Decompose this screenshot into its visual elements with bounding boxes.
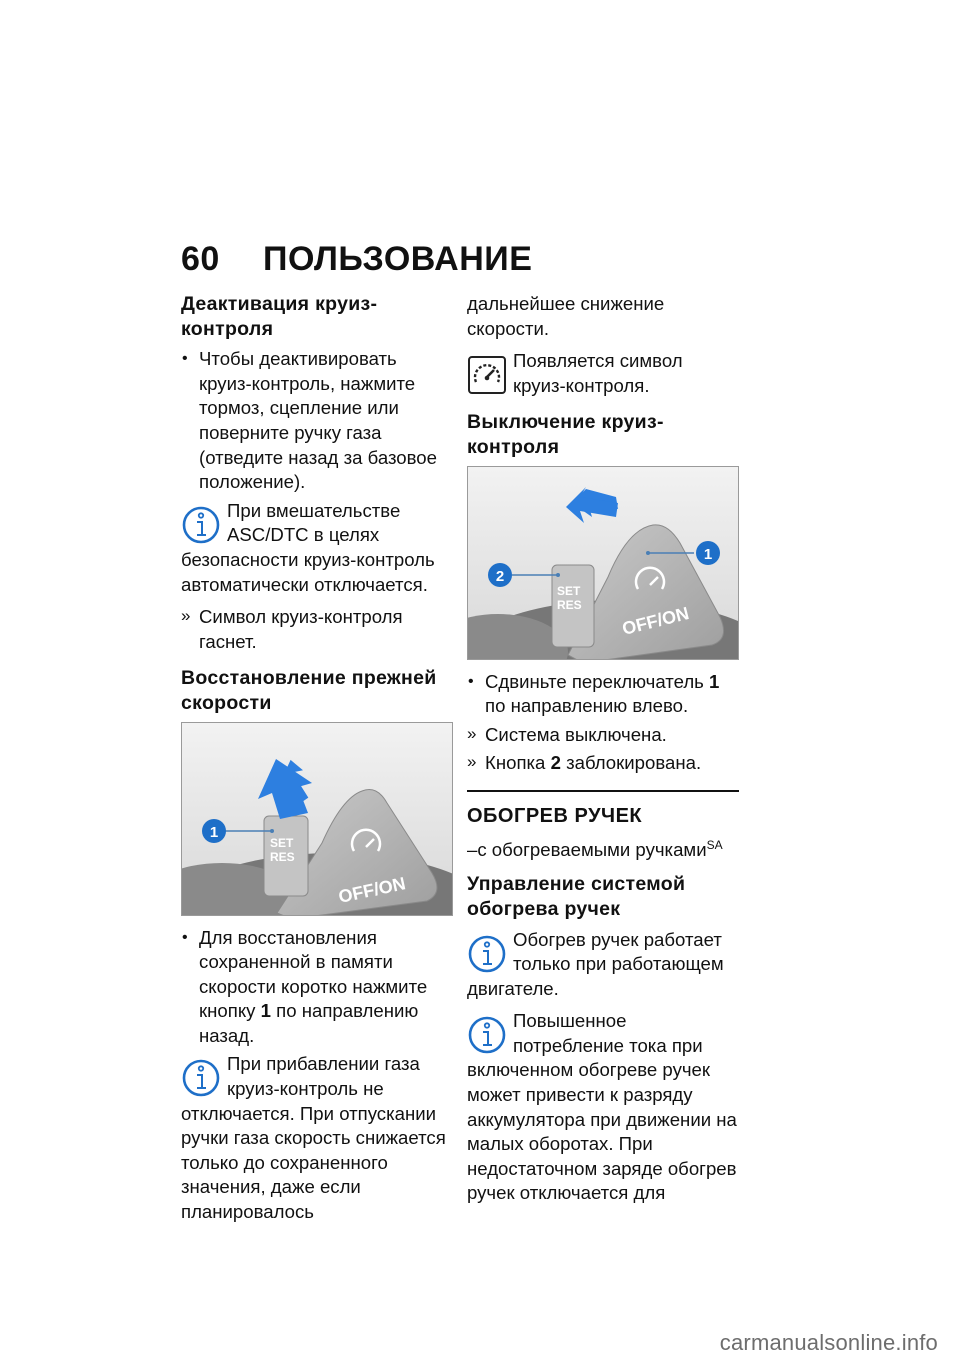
offon-illustration xyxy=(467,466,739,660)
result-text: Кнопка xyxy=(485,752,551,774)
info-icon xyxy=(181,1058,221,1098)
cruise-symbol-note xyxy=(467,349,739,398)
note-text: Повышенное потребление тока при включенном обогреве ручек может привести к разряду аккумулятора при движении на малых оборотах. При недостаточном заряде обогрев ручек отключается для xyxy=(467,1010,737,1204)
symbol-text: Появляется символ круиз-контроля. xyxy=(513,350,683,396)
note-asc-dtc xyxy=(181,499,453,597)
continuation-text: дальнейшее снижение скорости. xyxy=(467,293,665,339)
set-res-illustration xyxy=(181,722,453,916)
watermark: carmanualsonline.info xyxy=(719,1330,938,1355)
bullet-text-end: по направлению назад. xyxy=(199,1000,419,1046)
chapter-heading: ОБОГРЕВ РУЧЕК xyxy=(467,790,739,829)
res-label: RES xyxy=(557,597,582,612)
bullet-dot: • xyxy=(182,928,188,946)
info-icon xyxy=(181,505,221,545)
result-text: Символ круиз-контроля гаснет. xyxy=(199,606,403,652)
page-number: 60 xyxy=(181,240,220,278)
bullet-text: Сдвиньте переключатель xyxy=(485,670,710,692)
option-sup: SA xyxy=(706,837,723,852)
bullet-slide xyxy=(467,670,739,719)
info-icon xyxy=(467,1015,507,1055)
note-text: При прибавлении газа круиз-контроль не отключается. При отпускании ручки газа скорость снижается только до сохраненного значения, даже если планировалось xyxy=(181,1053,446,1223)
result-text: Система выключена. xyxy=(485,723,667,745)
result-arrow: » xyxy=(467,752,477,772)
note-text: Обогрев ручек работает только при работающем двигателе. xyxy=(467,928,724,999)
left-column xyxy=(181,292,453,1233)
option-line xyxy=(467,833,739,863)
callout-2: 2 xyxy=(495,567,505,585)
callout-1: 1 xyxy=(703,545,713,563)
offon-label: OFF/ON xyxy=(336,872,408,907)
section-title: ПОЛЬЗОВАНИЕ xyxy=(263,240,533,278)
result-button-locked xyxy=(467,751,739,776)
bullet-dot: • xyxy=(182,350,188,368)
set-label: SET xyxy=(557,583,581,598)
offon-label: OFF/ON xyxy=(620,602,691,639)
result-arrow: » xyxy=(467,723,477,743)
note-engine-running xyxy=(467,928,739,1002)
bullet-deactivate xyxy=(181,347,453,495)
set-label: SET xyxy=(270,835,294,850)
page-header xyxy=(181,240,532,279)
bullet-text: Для восстановления сохраненной в памяти скорости коротко нажмите кнопку xyxy=(199,926,428,1022)
result-symbol-off xyxy=(181,605,453,654)
heading-deactivation: Деактивация круиз- контроля xyxy=(181,293,378,340)
heading-restore: Восстановление прежней скорости xyxy=(181,667,437,714)
right-column xyxy=(467,292,739,1214)
heading-switchoff: Выключение круиз- контроля xyxy=(467,411,664,458)
note-battery xyxy=(467,1009,739,1206)
result-arrow: » xyxy=(181,606,191,626)
heading-control: Управление системой обогрева ручек xyxy=(467,873,686,920)
bullet-text: Чтобы деактивировать круиз-контроль, нажмите тормоз, сцепление или поверните ручку газа (отведите назад за базовое положение). xyxy=(199,348,437,493)
result-system-off xyxy=(467,723,739,748)
bullet-dot: • xyxy=(468,672,474,690)
callout-1: 1 xyxy=(209,823,219,841)
note-text: При вмешательстве ASC/DTC в целях безопасности круиз-контроль автоматически отключается. xyxy=(181,499,435,595)
ref-1: 1 xyxy=(709,670,720,692)
ref-1: 1 xyxy=(260,1000,271,1022)
info-icon xyxy=(467,934,507,974)
note-throttle xyxy=(181,1052,453,1224)
bullet-text-end: по направлению влево. xyxy=(485,695,689,717)
bullet-restore xyxy=(181,926,453,1049)
option-text: –с обогреваемыми ручками xyxy=(467,838,707,860)
res-label: RES xyxy=(270,849,295,864)
cruise-control-icon xyxy=(467,355,507,395)
ref-2: 2 xyxy=(550,752,561,774)
result-text-end: заблокирована. xyxy=(560,752,702,774)
